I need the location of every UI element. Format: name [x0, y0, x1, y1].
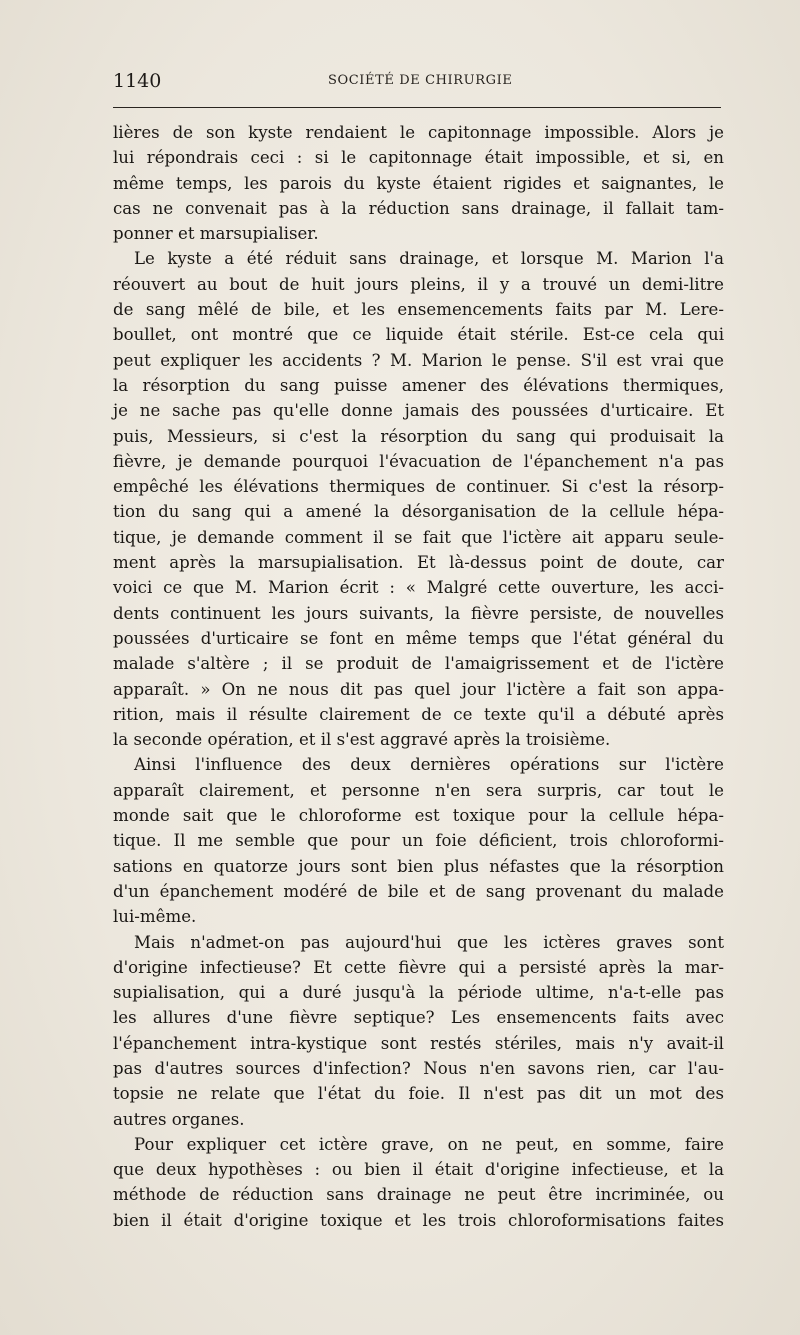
text-line: supialisation, qui a duré jusqu'à la période ultime, n'a-t-elle pas — [113, 983, 724, 1003]
text-line: Le kyste a été réduit sans drainage, et lorsque M. Marion l'a — [134, 249, 724, 269]
text-line: bien il était d'origine toxique et les trois chloroformisations faites — [113, 1210, 724, 1230]
text-line: tique, je demande comment il se fait que l'ictère ait apparu seule- — [113, 527, 724, 547]
page-number: 1140 — [113, 70, 162, 92]
text-line: sations en quatorze jours sont bien plus néfastes que la résorption — [113, 856, 724, 876]
body-text — [113, 120, 724, 1233]
text-line: apparaît clairement, et personne n'en sera surpris, car tout le — [113, 780, 724, 800]
text-line: rition, mais il résulte clairement de ce texte qu'il a débuté après — [113, 704, 724, 724]
text-line: empêché les élévations thermiques de continuer. Si c'est la résorp- — [113, 477, 724, 497]
text-line: Ainsi l'influence des deux dernières opérations sur l'ictère — [134, 755, 724, 775]
text-line: tique. Il me semble que pour un foie déficient, trois chloroformi- — [113, 831, 724, 851]
header-rule — [113, 107, 721, 108]
running-title: SOCIÉTÉ DE CHIRURGIE — [328, 73, 513, 88]
text-line: que deux hypothèses : ou bien il était d'origine infectieuse, et la — [113, 1160, 724, 1180]
text-line: dents continuent les jours suivants, la fièvre persiste, de nouvelles — [113, 603, 724, 623]
text-line: peut expliquer les accidents ? M. Marion le pense. S'il est vrai que — [113, 350, 724, 370]
text-line: de sang mêlé de bile, et les ensemencements faits par M. Lere- — [113, 300, 724, 320]
text-line: lières de son kyste rendaient le capitonnage impossible. Alors je — [113, 123, 724, 142]
text-line: malade s'altère ; il se produit de l'amaigrissement et de l'ictère — [113, 654, 724, 674]
text-line: topsie ne relate que l'état du foie. Il n'est pas dit un mot des — [113, 1084, 724, 1104]
text-line: monde sait que le chloroforme est toxique pour la cellule hépa- — [113, 806, 724, 826]
text-line: puis, Messieurs, si c'est la résorption du sang qui produisait la — [113, 426, 724, 446]
text-line: Pour expliquer cet ictère grave, on ne peut, en somme, faire — [134, 1134, 724, 1154]
text-line: la seconde opération, et il s'est aggravé après la troisième. — [113, 730, 611, 750]
text-line: voici ce que M. Marion écrit : « Malgré cette ouverture, les acci- — [113, 578, 724, 598]
text-line: tion du sang qui a amené la désorganisation de la cellule hépa- — [113, 502, 724, 522]
text-line: la résorption du sang puisse amener des élévations thermiques, — [113, 375, 724, 395]
text-line: lui répondrais ceci : si le capitonnage était impossible, et si, en — [113, 148, 724, 168]
text-line: fièvre, je demande pourquoi l'évacuation de l'épanchement n'a pas — [113, 451, 724, 471]
text-line: les allures d'une fièvre septique? Les ensemencents faits avec — [113, 1008, 724, 1028]
text-line: même temps, les parois du kyste étaient rigides et saignantes, le — [113, 173, 724, 193]
text-line: poussées d'urticaire se font en même temps que l'état général du — [113, 628, 724, 648]
text-line: d'un épanchement modéré de bile et de sang provenant du malade — [113, 881, 724, 901]
text-line: Mais n'admet-on pas aujourd'hui que les ictères graves sont — [134, 932, 724, 952]
text-line: lui-même. — [113, 907, 197, 927]
text-line: réouvert au bout de huit jours pleins, il y a trouvé un demi-litre — [113, 274, 724, 294]
page-header — [113, 70, 721, 96]
text-line: je ne sache pas qu'elle donne jamais des poussées d'urticaire. Et — [113, 401, 724, 421]
text-line: apparaît. » On ne nous dit pas quel jour l'ictère a fait son appa- — [113, 679, 724, 699]
text-line: autres organes. — [113, 1109, 245, 1129]
text-line: l'épanchement intra-kystique sont restés stériles, mais n'y avait-il — [113, 1033, 724, 1053]
text-line: d'origine infectieuse? Et cette fièvre qui a persisté après la mar- — [113, 957, 724, 977]
text-line: ponner et marsupialiser. — [113, 224, 319, 244]
text-line: pas d'autres sources d'infection? Nous n'en savons rien, car l'au- — [113, 1058, 724, 1078]
text-line: cas ne convenait pas à la réduction sans drainage, il fallait tam- — [113, 198, 724, 218]
text-line: méthode de réduction sans drainage ne peut être incriminée, ou — [113, 1185, 724, 1205]
text-line: boullet, ont montré que ce liquide était stérile. Est-ce cela qui — [113, 325, 724, 345]
text-line: ment après la marsupialisation. Et là-dessus point de doute, car — [113, 553, 724, 573]
